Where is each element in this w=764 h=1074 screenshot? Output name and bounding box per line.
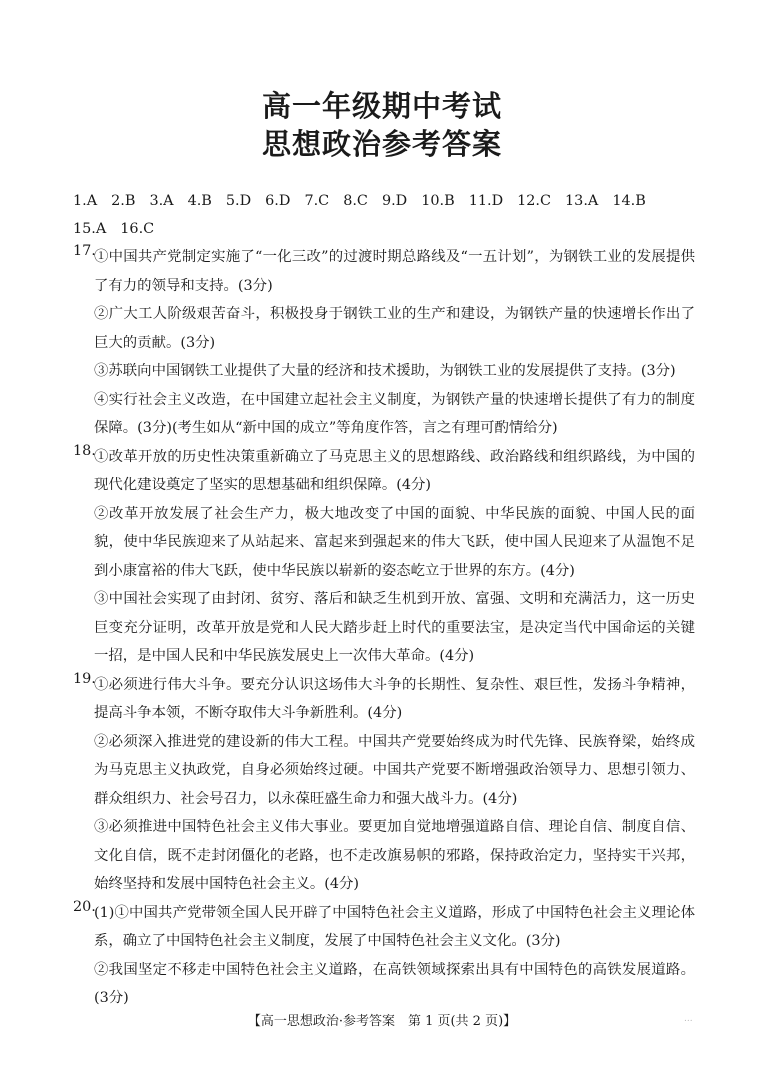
mc-answer: 15.A [73,221,107,237]
mc-answer: 1.A [73,193,98,209]
mc-answer: 13.A [565,193,599,209]
answer-point: ③必须推进中国特色社会主义伟大事业。要更加自觉地增强道路自信、理论自信、制度自信、文化自信，既不走封闭僵化的老路，也不走改旗易帜的邪路，保持政治定力，坚持实干兴邦，始终坚持和发展中国特色社会主义。(4分) [94,819,695,892]
mc-answers-row-1 [73,187,695,215]
answer-point: ②广大工人阶级艰苦奋斗，积极投身于钢铁工业的生产和建设，为钢铁产量的快速增长作出了巨大的贡献。(3分) [94,306,695,351]
answer-point: ①必须进行伟大斗争。要充分认识这场伟大斗争的长期性、复杂性、艰巨性，发扬斗争精神，提高斗争本领，不断夺取伟大斗争新胜利。(4分) [94,676,695,721]
mc-answer: 8.C [343,193,368,209]
answer-point: ②必须深入推进党的建设新的伟大工程。中国共产党要始终成为时代先锋、民族脊梁，始终成为马克思主义执政党，自身必须始终过硬。中国共产党要不断增强政治领导力、思想引领力、群众组织力、社会号召力，以永葆旺盛生命力和强大战斗力。(4分) [94,733,695,807]
mc-answer: 11.D [468,193,504,209]
answer-point: ③苏联向中国钢铁工业提供了大量的经济和技术援助，为钢铁工业的发展提供了支持。(3分) [94,363,676,379]
question-20 [73,899,695,1013]
mc-answer: 16.C [120,221,155,237]
answer-point: ④实行社会主义改造，在中国建立起社会主义制度，为钢铁产量的快速增长提供了有力的制度保障。(3分)(考生如从“新中国的成立”等角度作答，言之有理可酌情给分) [94,391,695,436]
mc-answer: 5.D [225,193,252,209]
question-18 [73,443,695,671]
multiple-choice-answers [73,187,695,243]
footer-mark: ... [684,1014,693,1024]
question-number: 19. [73,670,96,687]
question-number: 20. [73,898,96,915]
answer-point: ②改革开放发展了社会生产力，极大地改变了中国的面貌、中华民族的面貌、中国人民的面貌，使中华民族迎来了从站起来、富起来到强起来的伟大飞跃，使中国人民迎来了从温饱不足到小康富裕的伟大飞跃，使中华民族以崭新的姿态屹立于世界的东方。(4分) [94,505,695,579]
answer-point: (1)①中国共产党带领全国人民开辟了中国特色社会主义道路，形成了中国特色社会主义理论体系，确立了中国特色社会主义制度，发展了中国特色社会主义文化。(3分) [94,904,695,949]
question-19 [73,671,695,899]
mc-answer: 2.B [111,193,136,209]
mc-answer: 9.D [381,193,408,209]
answer-point: ①中国共产党制定实施了“一化三改”的过渡时期总路线及“一五计划”，为钢铁工业的发展提供了有力的领导和支持。(3分) [94,249,695,294]
mc-answer: 4.B [187,193,212,209]
question-17 [73,243,695,443]
mc-answer: 12.C [517,193,552,209]
answer-point: ③中国社会实现了由封闭、贫穷、落后和缺乏生机到开放、富强、文明和充满活力，这一历史巨变充分证明，改革开放是党和人民大踏步赶上时代的重要法宝，是决定当代中国命运的关键一招，是中国人民和中华民族发展史上一次伟大革命。(4分) [94,591,695,664]
answer-body [73,187,695,1013]
mc-answer: 7.C [304,193,330,209]
mc-answer: 6.D [265,193,291,209]
page-title-line2: 思想政治参考答案 [261,127,502,161]
question-number: 17. [73,243,96,259]
answer-point: ①改革开放的历史性决策重新确立了马克思主义的思想路线、政治路线和组织路线，为中国的现代化建设奠定了坚实的思想基础和组织保障。(4分) [94,448,695,493]
answer-point: ②我国坚定不移走中国特色社会主义道路，在高铁领域探索出具有中国特色的高铁发展道路。(3分) [94,961,695,1006]
question-number: 18. [73,442,96,459]
page-footer: 【高一思想政治·参考答案 第 1 页(共 2 页)】 [247,1014,517,1029]
mc-answer: 14.B [612,193,646,209]
mc-answers-row-2 [73,215,695,243]
page-title-line1: 高一年级期中考试 [261,89,502,123]
mc-answer: 3.A [149,193,174,209]
mc-answer: 10.B [421,193,455,209]
